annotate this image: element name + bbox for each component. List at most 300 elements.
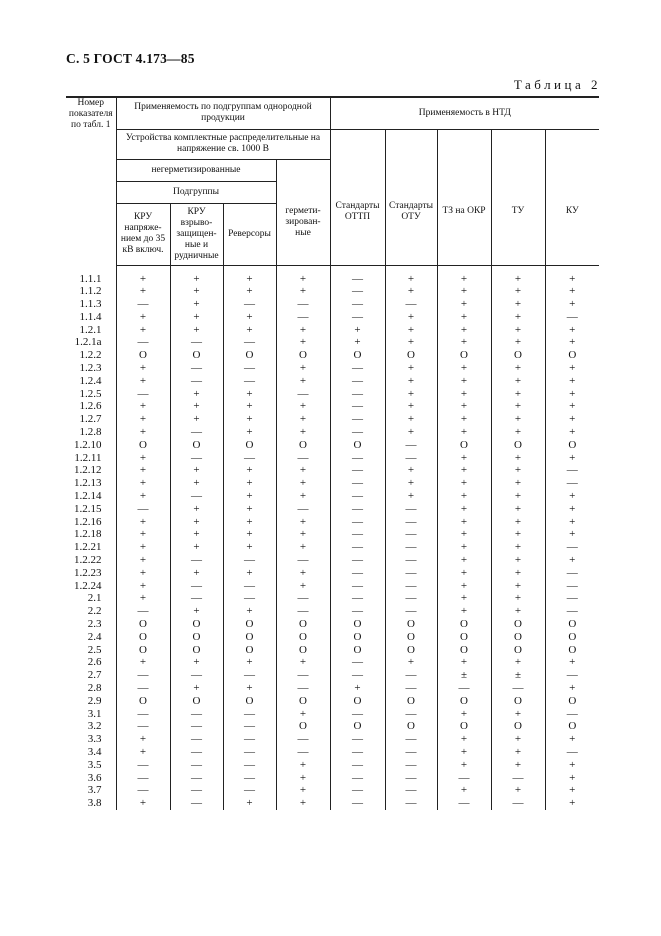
table-cell: —	[491, 682, 545, 695]
table-cell: O	[276, 631, 330, 644]
header-blank	[491, 129, 545, 159]
table-cell: —	[276, 592, 330, 605]
table-cell: —	[170, 708, 223, 721]
table-cell: +	[491, 656, 545, 669]
table-cell: +	[170, 541, 223, 554]
row-code: 3.6	[87, 771, 102, 784]
row-code: 1.2.2	[79, 349, 102, 362]
table-cell: +	[491, 503, 545, 516]
table-cell: O	[491, 349, 545, 362]
table-cell: +	[276, 656, 330, 669]
table-cell: —	[385, 772, 437, 785]
table-cell: O	[276, 644, 330, 657]
row-code: 2.2	[87, 605, 102, 618]
table-cell: +	[491, 490, 545, 503]
table-cell: O	[170, 631, 223, 644]
table-cell: +	[170, 324, 223, 337]
table-row	[66, 413, 599, 426]
table-cell: —	[330, 375, 385, 388]
table-cell: +	[545, 797, 599, 810]
table-cell: O	[437, 644, 491, 657]
table-cell: +	[385, 464, 437, 477]
table-cell: +	[116, 554, 170, 567]
table-cell: —	[385, 682, 437, 695]
table-cell: +	[491, 413, 545, 426]
spacer-cell	[116, 265, 170, 273]
header-germ: гермети- зирован- ные	[276, 181, 330, 265]
table-cell: —	[330, 400, 385, 413]
table-cell: +	[170, 285, 223, 298]
table-cell: —	[330, 388, 385, 401]
table-cell: +	[330, 682, 385, 695]
table-cell: —	[170, 759, 223, 772]
table-cell: +	[116, 528, 170, 541]
table-cell: +	[545, 528, 599, 541]
table-row	[66, 311, 599, 324]
table-cell: +	[491, 784, 545, 797]
table-cell: +	[491, 400, 545, 413]
table-cell: —	[330, 477, 385, 490]
table-cell: +	[276, 784, 330, 797]
table-row	[66, 477, 599, 490]
table-cell: —	[545, 567, 599, 580]
table-cell: —	[116, 298, 170, 311]
spacer-row	[66, 265, 599, 273]
table-cell: +	[545, 400, 599, 413]
row-code: 1.2.12	[74, 464, 102, 477]
table-cell: —	[385, 592, 437, 605]
table-cell: —	[276, 746, 330, 759]
table-cell: —	[276, 311, 330, 324]
table-cell: —	[276, 682, 330, 695]
table-cell: +	[276, 708, 330, 721]
table-cell: —	[545, 477, 599, 490]
row-code: 3.1	[87, 707, 102, 720]
table-cell: +	[437, 413, 491, 426]
table-cell: +	[116, 362, 170, 375]
table-row	[66, 759, 599, 772]
table-cell: —	[170, 733, 223, 746]
table-cell: +	[545, 426, 599, 439]
header-blank	[276, 159, 330, 181]
table-cell: +	[223, 400, 276, 413]
page-header: С. 5 ГОСТ 4.173—85	[66, 51, 195, 66]
table-cell: +	[223, 656, 276, 669]
row-code: 2.6	[87, 656, 102, 669]
table-cell: +	[116, 656, 170, 669]
row-code: 1.2.1а	[74, 336, 102, 349]
spacer-cell	[385, 265, 437, 273]
table-cell: —	[223, 759, 276, 772]
table-cell: +	[116, 400, 170, 413]
table-cell: +	[276, 772, 330, 785]
table-cell: +	[385, 426, 437, 439]
table-row	[66, 439, 599, 452]
table-cell: +	[385, 656, 437, 669]
table-cell: —	[330, 605, 385, 618]
table-cell: +	[437, 580, 491, 593]
table-cell: —	[276, 605, 330, 618]
table-row	[66, 644, 599, 657]
table-cell: O	[223, 631, 276, 644]
spacer-cell	[170, 265, 223, 273]
table-cell: O	[116, 349, 170, 362]
table-cell: —	[385, 554, 437, 567]
table-cell: +	[276, 413, 330, 426]
table-cell: +	[385, 362, 437, 375]
table-cell: —	[223, 554, 276, 567]
table-cell: —	[223, 375, 276, 388]
table-cell: +	[491, 375, 545, 388]
table-cell: —	[170, 669, 223, 682]
table-cell: +	[437, 759, 491, 772]
table-cell: +	[545, 656, 599, 669]
table-cell: +	[437, 477, 491, 490]
row-code: 3.5	[87, 758, 102, 771]
table-cell: +	[385, 413, 437, 426]
table-cell: —	[491, 797, 545, 810]
row-code: 1.2.18	[74, 528, 102, 541]
table-cell: +	[170, 528, 223, 541]
table-cell: +	[437, 426, 491, 439]
table-cell: +	[116, 567, 170, 580]
table-cell: +	[116, 580, 170, 593]
table-cell: —	[276, 733, 330, 746]
row-code: 1.2.4	[79, 374, 102, 387]
table-cell: +	[437, 708, 491, 721]
table-cell: O	[545, 349, 599, 362]
table-cell: +	[437, 285, 491, 298]
table-cell: —	[330, 592, 385, 605]
table-cell: +	[223, 426, 276, 439]
header-blank	[437, 129, 491, 159]
table-cell: +	[545, 516, 599, 529]
header-ustroystva: Устройства комплектные распределительные на напряжение св. 1000 В	[116, 129, 330, 159]
table-cell: —	[330, 784, 385, 797]
table-cell: +	[491, 528, 545, 541]
table-cell: —	[330, 490, 385, 503]
row-code: 2.7	[87, 669, 102, 682]
table-cell: —	[116, 759, 170, 772]
table-cell: —	[437, 772, 491, 785]
table-cell: +	[170, 503, 223, 516]
table-cell: +	[276, 759, 330, 772]
table-cell: +	[276, 324, 330, 337]
table-cell: —	[276, 388, 330, 401]
table-cell: +	[223, 528, 276, 541]
table-row	[66, 362, 599, 375]
table-cell: +	[116, 733, 170, 746]
header-podgruppy: Подгруппы	[116, 181, 276, 203]
table-cell: —	[170, 580, 223, 593]
header-kru2: КРУ взрыво- защищен- ные и рудничные	[170, 203, 223, 265]
row-code: 1.2.5	[79, 387, 102, 400]
table-row	[66, 784, 599, 797]
table-cell: +	[223, 490, 276, 503]
spacer-cell	[66, 265, 116, 273]
table-header	[66, 97, 599, 265]
row-code: 1.2.21	[74, 541, 102, 554]
table-cell: +	[491, 516, 545, 529]
row-code: 1.1.1	[79, 272, 102, 285]
table-cell: —	[223, 580, 276, 593]
table-cell: O	[276, 695, 330, 708]
table-cell: +	[437, 567, 491, 580]
table-cell: —	[223, 669, 276, 682]
row-code: 2.4	[87, 630, 102, 643]
table-cell: —	[385, 516, 437, 529]
table-cell: —	[276, 669, 330, 682]
table-row	[66, 375, 599, 388]
table-cell: —	[385, 580, 437, 593]
table-cell: O	[116, 644, 170, 657]
table-cell: —	[116, 388, 170, 401]
table-cell: —	[385, 708, 437, 721]
table-cell: —	[170, 362, 223, 375]
table-cell: —	[223, 452, 276, 465]
table-cell: +	[276, 541, 330, 554]
table-cell: —	[116, 708, 170, 721]
row-code: 3.2	[87, 720, 102, 733]
table-cell: +	[116, 490, 170, 503]
table-cell: +	[223, 503, 276, 516]
table-cell: O	[491, 644, 545, 657]
table-cell: —	[223, 720, 276, 733]
table-cell: +	[437, 554, 491, 567]
table-cell: —	[545, 541, 599, 554]
row-code: 1.2.7	[79, 413, 102, 426]
table-row	[66, 682, 599, 695]
table-cell: —	[330, 772, 385, 785]
table-cell: +	[437, 464, 491, 477]
table-cell: —	[223, 362, 276, 375]
table-cell: +	[170, 656, 223, 669]
table-cell: +	[170, 273, 223, 286]
table-cell: O	[276, 720, 330, 733]
table-cell: +	[491, 605, 545, 618]
table-cell: +	[116, 324, 170, 337]
row-code: 1.2.1	[79, 323, 102, 336]
table-cell: +	[223, 605, 276, 618]
table-row	[66, 746, 599, 759]
table-cell: +	[437, 490, 491, 503]
table-row	[66, 567, 599, 580]
table-cell: —	[223, 298, 276, 311]
table-cell: —	[385, 669, 437, 682]
table-cell: —	[330, 759, 385, 772]
table-cell: +	[223, 464, 276, 477]
table-cell: +	[491, 746, 545, 759]
table-cell: +	[437, 528, 491, 541]
table-cell: —	[385, 605, 437, 618]
table-cell: +	[491, 388, 545, 401]
row-code: 1.2.13	[74, 477, 102, 490]
table-cell: —	[276, 452, 330, 465]
table-cell: O	[437, 631, 491, 644]
header-tz: ТЗ на ОКР	[437, 159, 491, 265]
table-cell: +	[116, 592, 170, 605]
table-cell: —	[170, 784, 223, 797]
table-cell: —	[385, 733, 437, 746]
table-row	[66, 528, 599, 541]
table-cell: +	[116, 516, 170, 529]
table-cell: +	[437, 516, 491, 529]
table-cell: —	[385, 541, 437, 554]
table-cell: +	[116, 797, 170, 810]
table-cell: +	[437, 324, 491, 337]
table-cell: O	[437, 720, 491, 733]
table-cell: +	[491, 567, 545, 580]
table-cell: —	[330, 285, 385, 298]
table-cell: —	[330, 528, 385, 541]
table-cell: —	[385, 784, 437, 797]
table-cell: O	[170, 349, 223, 362]
table-cell: +	[116, 311, 170, 324]
table-cell: +	[545, 759, 599, 772]
table-cell: —	[170, 554, 223, 567]
header-ku: КУ	[545, 159, 599, 265]
header-blank	[330, 129, 385, 159]
table-cell: O	[385, 349, 437, 362]
table-cell: —	[330, 656, 385, 669]
table-label: Таблица 2	[513, 77, 601, 92]
table-cell: +	[545, 682, 599, 695]
row-code: 2.1	[87, 592, 102, 605]
table-cell: —	[223, 336, 276, 349]
table-row	[66, 503, 599, 516]
table-cell: +	[545, 554, 599, 567]
table-cell: O	[545, 720, 599, 733]
table-cell: O	[116, 695, 170, 708]
applicability-table	[66, 96, 599, 810]
table-cell: O	[385, 631, 437, 644]
table-cell: +	[276, 797, 330, 810]
table-cell: +	[545, 413, 599, 426]
table-cell: O	[223, 644, 276, 657]
table-row	[66, 695, 599, 708]
table-cell: +	[491, 477, 545, 490]
table-cell: +	[385, 324, 437, 337]
row-code: 3.4	[87, 745, 102, 758]
table-cell: +	[437, 503, 491, 516]
table-cell: +	[170, 464, 223, 477]
table-cell: O	[170, 644, 223, 657]
table-cell: +	[491, 464, 545, 477]
table-cell: —	[223, 746, 276, 759]
table-cell: O	[276, 618, 330, 631]
table-cell: +	[385, 285, 437, 298]
table-row	[66, 580, 599, 593]
table-cell: +	[491, 592, 545, 605]
table-cell: +	[276, 490, 330, 503]
table-cell: O	[330, 439, 385, 452]
header-group-ntd: Применяемость в НТД	[330, 97, 599, 129]
row-code: 1.2.22	[74, 554, 102, 567]
table-cell: —	[330, 541, 385, 554]
table-row	[66, 733, 599, 746]
table-cell: +	[545, 733, 599, 746]
table-cell: +	[223, 273, 276, 286]
table-cell: +	[491, 759, 545, 772]
table-row	[66, 656, 599, 669]
table-cell: +	[330, 324, 385, 337]
table-cell: +	[116, 375, 170, 388]
row-code: 3.3	[87, 733, 102, 746]
table-cell: —	[545, 580, 599, 593]
row-code: 1.2.6	[79, 400, 102, 413]
table-cell: +	[116, 541, 170, 554]
table-cell: —	[330, 413, 385, 426]
table-cell: +	[276, 336, 330, 349]
table-cell: O	[491, 439, 545, 452]
table-cell: —	[170, 772, 223, 785]
table-cell: O	[170, 439, 223, 452]
table-cell: —	[545, 708, 599, 721]
table-cell: O	[545, 644, 599, 657]
table-cell: +	[385, 375, 437, 388]
table-cell: —	[116, 669, 170, 682]
table-cell: +	[116, 464, 170, 477]
table-cell: —	[330, 298, 385, 311]
table-cell: O	[545, 631, 599, 644]
table-row	[66, 490, 599, 503]
table-cell: +	[223, 541, 276, 554]
table-cell: +	[385, 311, 437, 324]
table-cell: +	[491, 452, 545, 465]
table-cell: +	[545, 285, 599, 298]
table-cell: O	[437, 695, 491, 708]
table-row	[66, 720, 599, 733]
row-code: 2.8	[87, 682, 102, 694]
table-cell: +	[491, 733, 545, 746]
header-kru1: КРУ напряже- нием до 35 кВ включ.	[116, 203, 170, 265]
header-reversory: Реверсоры	[223, 203, 276, 265]
table-cell: O	[330, 349, 385, 362]
table-cell: +	[170, 605, 223, 618]
table-cell: O	[491, 618, 545, 631]
table-cell: O	[276, 439, 330, 452]
table-cell: —	[170, 746, 223, 759]
table-cell: +	[223, 682, 276, 695]
table-cell: —	[330, 426, 385, 439]
row-code: 2.5	[87, 643, 102, 656]
table-cell: —	[276, 298, 330, 311]
table-cell: O	[330, 631, 385, 644]
table-cell: O	[330, 644, 385, 657]
table-cell: +	[545, 273, 599, 286]
table-row	[66, 298, 599, 311]
table-cell: +	[545, 336, 599, 349]
table-cell: O	[116, 631, 170, 644]
table-row	[66, 772, 599, 785]
table-cell: O	[491, 631, 545, 644]
table-cell: O	[545, 695, 599, 708]
table-cell: +	[437, 605, 491, 618]
table-cell: +	[545, 324, 599, 337]
table-cell: +	[545, 784, 599, 797]
table-cell: +	[385, 273, 437, 286]
table-cell: —	[545, 605, 599, 618]
table-cell: +	[545, 503, 599, 516]
table-row	[66, 452, 599, 465]
table-cell: +	[276, 362, 330, 375]
table-cell: —	[116, 772, 170, 785]
table-cell: —	[116, 784, 170, 797]
table-cell: +	[170, 388, 223, 401]
table-cell: +	[116, 285, 170, 298]
table-cell: +	[276, 528, 330, 541]
table-cell: —	[545, 669, 599, 682]
